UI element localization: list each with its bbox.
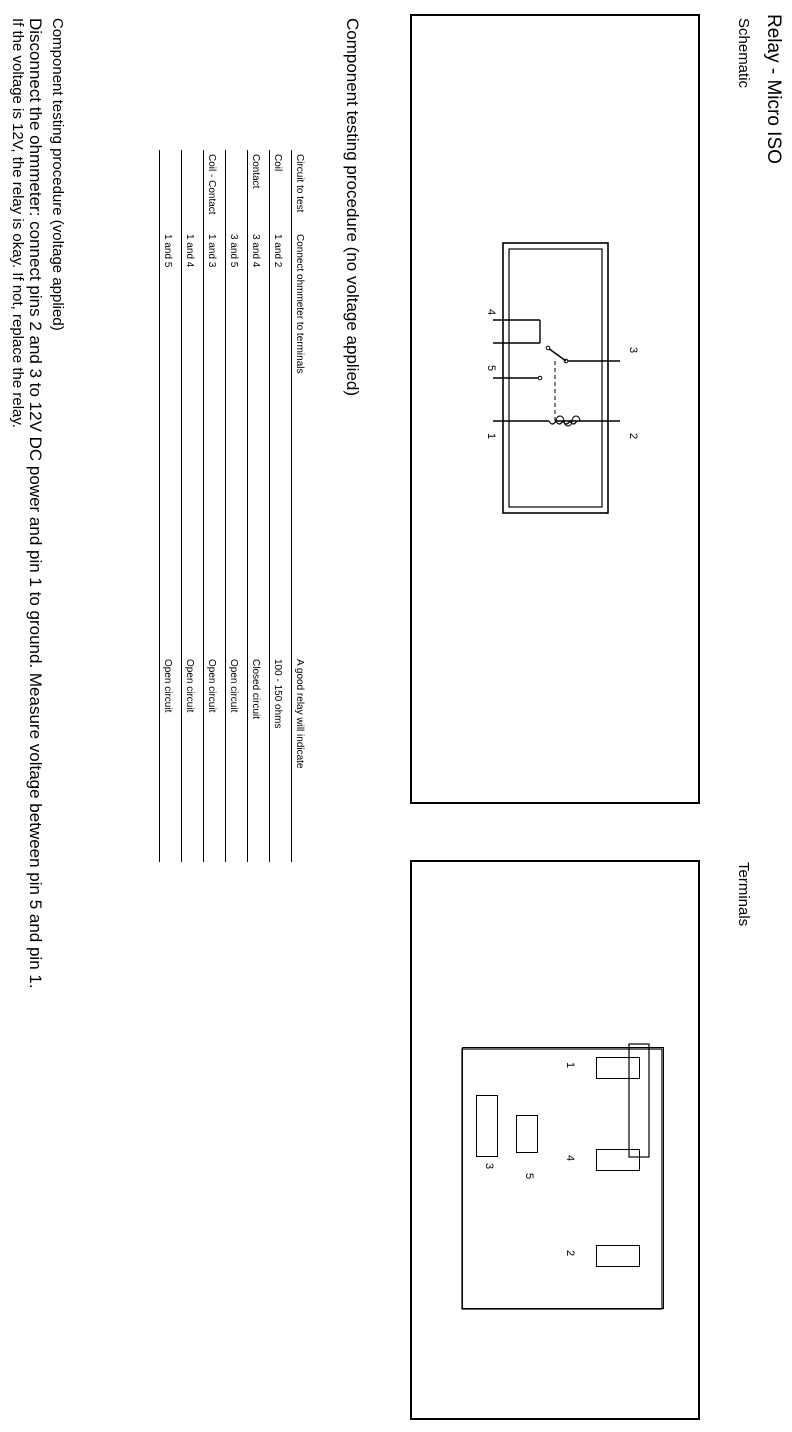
schematic-pin-label: 5 bbox=[485, 364, 497, 372]
terminal-housing-outline bbox=[462, 1047, 664, 1309]
table-header-cell: Circuit to test bbox=[292, 150, 323, 230]
table-cell bbox=[160, 150, 182, 230]
table-cell: Contact bbox=[248, 150, 270, 230]
table-cell bbox=[226, 150, 248, 230]
table-header-cell: A good relay will indicate bbox=[292, 655, 323, 862]
table-cell: 1 and 4 bbox=[182, 230, 204, 655]
testing-table-wrapper bbox=[102, 150, 322, 862]
table-cell bbox=[182, 150, 204, 230]
terminal-pin-label: 5 bbox=[523, 1173, 535, 1180]
terminal-blade-5 bbox=[516, 1115, 538, 1153]
table-row bbox=[226, 150, 248, 862]
testing-voltage-line-2: If the voltage is 12V, the relay is okay. If not, replace the relay. bbox=[9, 18, 26, 428]
table-header-row bbox=[292, 150, 323, 862]
table-cell: Coil - Contact bbox=[204, 150, 226, 230]
testing-voltage-heading: Component testing procedure (voltage applied) bbox=[49, 18, 66, 331]
terminal-pin-label: 2 bbox=[564, 1250, 576, 1257]
terminal-pin-label: 1 bbox=[564, 1062, 576, 1069]
schematic-pin-label: 4 bbox=[485, 308, 497, 316]
table-cell: 3 and 5 bbox=[226, 230, 248, 655]
terminal-blade-4 bbox=[596, 1149, 640, 1171]
table-cell: 1 and 3 bbox=[204, 230, 226, 655]
schematic-pin-label: 3 bbox=[627, 346, 639, 354]
table-row bbox=[270, 150, 292, 862]
table-header-cell: Connect ohmmeter to terminals bbox=[292, 230, 323, 655]
table-cell: 1 and 2 bbox=[270, 230, 292, 655]
table-row bbox=[204, 150, 226, 862]
testing-table bbox=[159, 150, 322, 862]
relay-schematic-diagram bbox=[412, 16, 698, 802]
testing-no-voltage-heading: Component testing procedure (no voltage applied) bbox=[343, 18, 362, 397]
table-cell: Closed circuit bbox=[248, 655, 270, 862]
terminals-label: Terminals bbox=[735, 862, 752, 927]
table-cell: Coil bbox=[270, 150, 292, 230]
schematic-box bbox=[410, 14, 700, 804]
table-cell: Open circuit bbox=[226, 655, 248, 862]
table-cell: 3 and 4 bbox=[248, 230, 270, 655]
table-cell: Open circuit bbox=[182, 655, 204, 862]
table-cell: Open circuit bbox=[160, 655, 182, 862]
table-row bbox=[182, 150, 204, 862]
schematic-label: Schematic bbox=[735, 18, 752, 89]
terminal-blade-1 bbox=[596, 1057, 640, 1079]
terminal-pin-label: 3 bbox=[483, 1163, 495, 1170]
testing-voltage-line-1: Disconnect the ohmmeter: connect pins 2 and 3 to 12V DC power and pin 1 to ground. Measure voltage between pin 5 and pin 1. bbox=[26, 18, 45, 989]
page-title: Relay - Micro ISO bbox=[763, 14, 784, 164]
table-row bbox=[160, 150, 182, 862]
table-cell: Open circuit bbox=[204, 655, 226, 862]
terminal-blade-3 bbox=[476, 1095, 498, 1157]
terminal-blade-2 bbox=[596, 1245, 640, 1267]
table-row bbox=[248, 150, 270, 862]
table-cell: 100 - 150 ohms bbox=[270, 655, 292, 862]
terminal-pin-label: 4 bbox=[564, 1155, 576, 1162]
schematic-pin-label: 1 bbox=[485, 432, 497, 440]
schematic-pin-label: 2 bbox=[627, 432, 639, 440]
table-cell: 1 and 5 bbox=[160, 230, 182, 655]
